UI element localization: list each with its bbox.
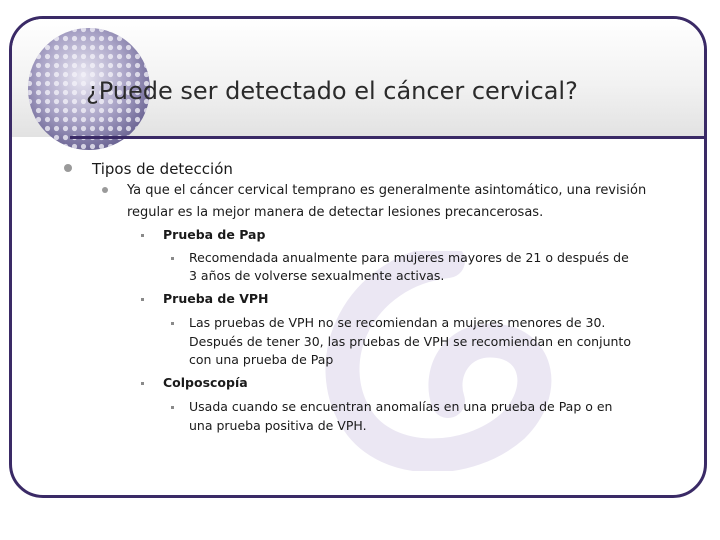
bullet-level3 xyxy=(141,298,144,301)
item-line: Después de tener 30, las pruebas de VPH se recomiendan en conjunto xyxy=(189,334,631,349)
item-line: 3 años de volverse sexualmente activas. xyxy=(189,268,445,283)
bullet-level2 xyxy=(102,187,108,193)
slide-title: ¿Puede ser detectado el cáncer cervical? xyxy=(86,77,578,105)
bullet-level1 xyxy=(64,164,72,172)
level1-text: Tipos de detección xyxy=(92,160,233,178)
bullet-level3 xyxy=(141,382,144,385)
bullet-level3 xyxy=(141,234,144,237)
item-line: Las pruebas de VPH no se recomiendan a mujeres menores de 30. xyxy=(189,315,606,330)
bullet-level4 xyxy=(171,257,174,260)
item-heading-pap: Prueba de Pap xyxy=(163,227,266,242)
item-heading-colposcopia: Colposcopía xyxy=(163,375,248,390)
item-line: con una prueba de Pap xyxy=(189,352,334,367)
item-line: una prueba positiva de VPH. xyxy=(189,418,367,433)
item-line: Recomendada anualmente para mujeres mayores de 21 o después de xyxy=(189,250,629,265)
bullet-level4 xyxy=(171,406,174,409)
level2-line-2: regular es la mejor manera de detectar lesiones precancerosas. xyxy=(127,205,544,220)
item-heading-vph: Prueba de VPH xyxy=(163,291,269,306)
level2-line-1: Ya que el cáncer cervical temprano es generalmente asintomático, una revisión xyxy=(127,183,647,198)
bullet-level4 xyxy=(171,322,174,325)
item-line: Usada cuando se encuentran anomalías en una prueba de Pap o en xyxy=(189,399,613,414)
